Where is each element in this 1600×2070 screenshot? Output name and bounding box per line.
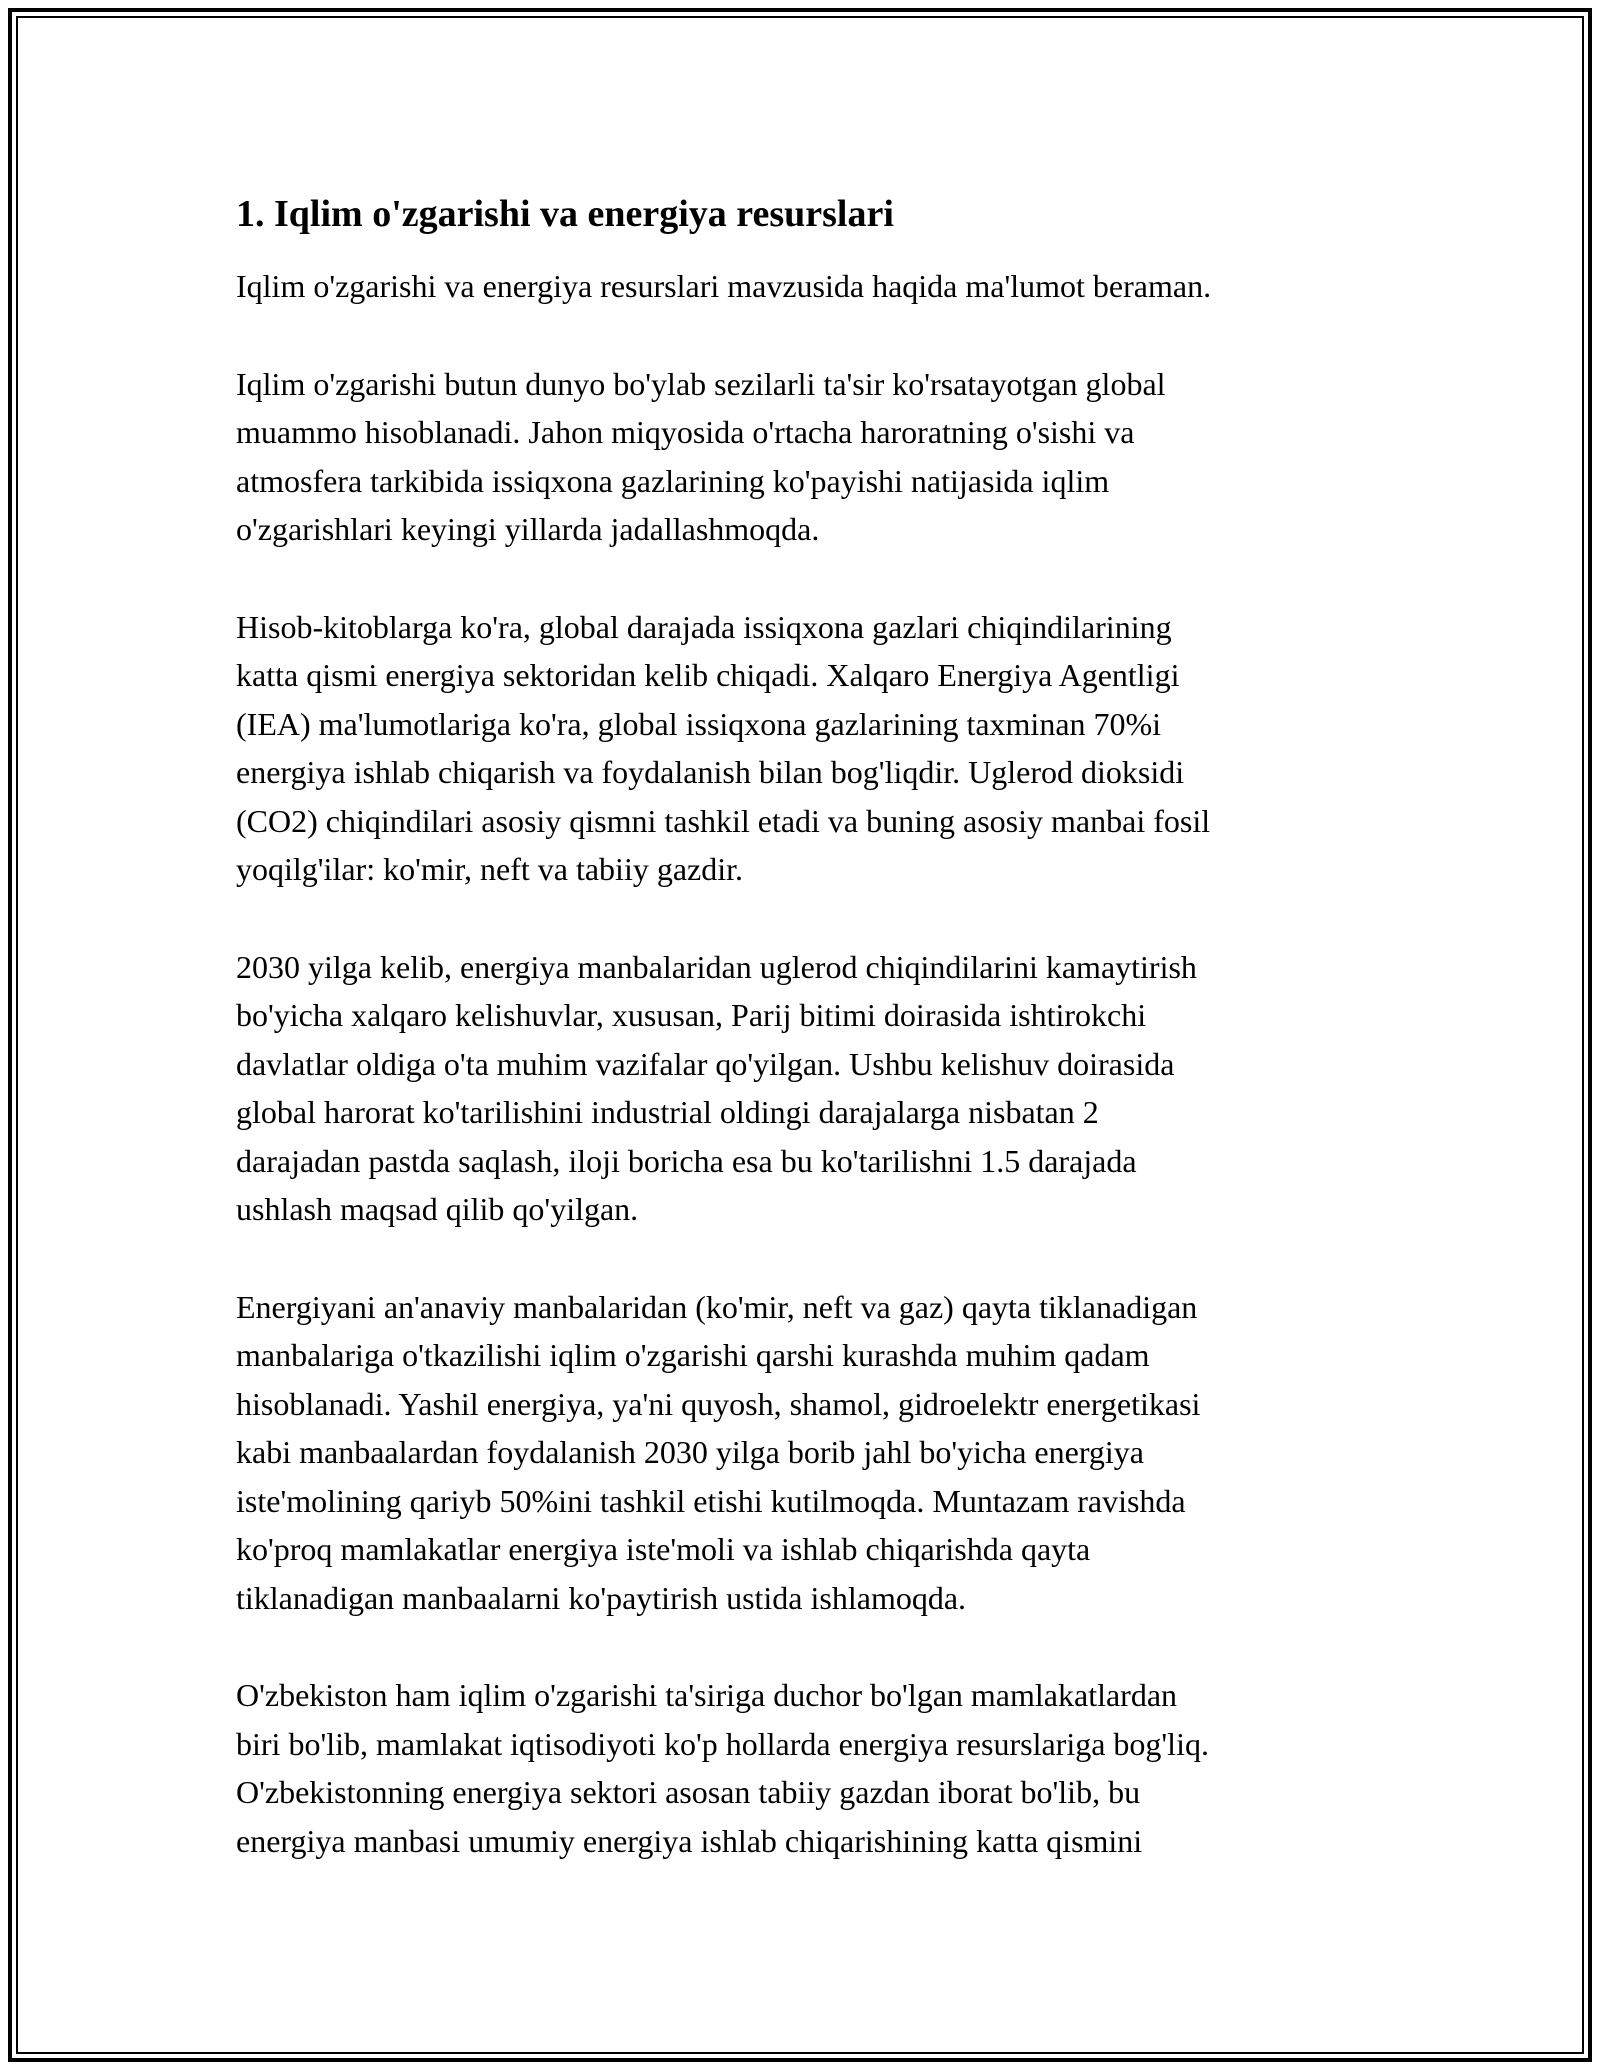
paragraph-climate-change: Iqlim o'zgarishi butun dunyo bo'ylab sezilarli ta'sir ko'rsatayotgan global muammo hisoblanadi. Jahon miqyosida o'rtacha haroratning o'sishi va atmosfera tarkibida issiqxona gazlarining ko'payishi natijasida iqlim o'zgarishlari keyingi yillarda jadallashmoqda. <box>236 365 1166 547</box>
paragraph-emissions: Hisob-kitoblarga ko'ra, global darajada issiqxona gazlari chiqindilarining katta qismi energiya sektoridan kelib chiqadi. Xalqaro Energiya Agentligi (IEA) ma'lumotlariga ko'ra, global issiqxona gazlarining taxminan 70%i energiya ishlab chiqarish va foydalanish bilan bog'liqdir. Uglerod dioksidi (CO2) chiqindilari asosiy qismni tashkil etadi va buning asosiy manbai fosil yoqilg'ilar: ko'mir, neft va tabiiy gazdir. <box>236 608 1211 887</box>
paragraph-renewables: Energiyani an'anaviy manbalaridan (ko'mir, neft va gaz) qayta tiklanadigan manbalariga o'tkazilishi iqlim o'zgarishi qarshi kurashda muhim qadam hisoblanadi. Yashil energiya, ya'ni quyosh, shamol, gidroelektr energetikasi kabi manbaalardan foydalanish 2030 yilga borib jahl bo'yicha energiya iste'molining qariyb 50%ini tashkil etishi kutilmoqda. Muntazam ravishda ko'proq mamlakatlar energiya iste'moli va ishlab chiqarishda qayta tiklanadigan manbaalarni ko'paytirish ustida ishlamoqda. <box>236 1288 1201 1616</box>
document-body <box>236 188 1366 1914</box>
intro-paragraph: Iqlim o'zgarishi va energiya resurslari mavzusida haqida ma'lumot beraman. <box>236 268 1212 304</box>
paragraph-paris-agreement: 2030 yilga kelib, energiya manbalaridan uglerod chiqindilarini kamaytirish bo'yicha xalqaro kelishuvlar, xususan, Parij bitimi doirasida ishtirokchi davlatlar oldiga o'ta muhim vazifalar qo'yilgan. Ushbu kelishuv doirasida global harorat ko'tarilishini industrial oldingi darajalarga nisbatan 2 darajadan pastda saqlash, iloji boricha esa bu ko'tarilishni 1.5 darajada ushlash maqsad qilib qo'yilgan. <box>236 948 1197 1227</box>
section-heading: 1. Iqlim o'zgarishi va energiya resurslari <box>236 193 894 235</box>
paragraph-uzbekistan: O'zbekiston ham iqlim o'zgarishi ta'siriga duchor bo'lgan mamlakatlardan biri bo'lib, mamlakat iqtisodiyoti ko'p hollarda energiya resurslariga bog'liq. O'zbekistonning energiya sektori asosan tabiiy gazdan iborat bo'lib, bu energiya manbasi umumiy energiya ishlab chiqarishining katta qismini <box>236 1677 1209 1859</box>
